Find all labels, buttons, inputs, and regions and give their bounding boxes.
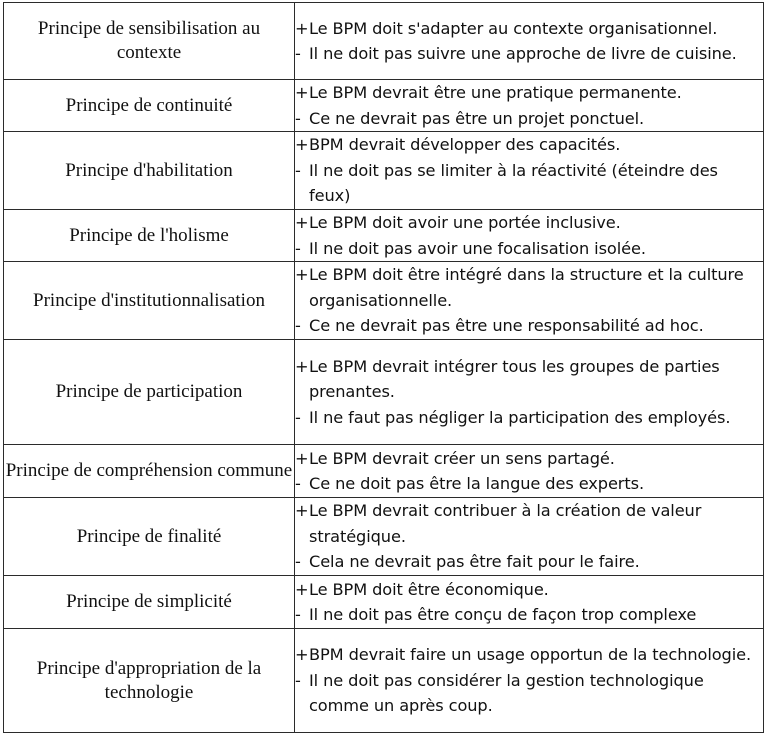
principle-description (295, 576, 764, 629)
negative-text: Il ne doit pas considérer la gestion technologique comme un après coup. (309, 670, 704, 716)
principle-name: Principe de l'holisme (4, 210, 295, 262)
minus-marker: - (295, 44, 301, 63)
positive-text: BPM devrait développer des capacités. (309, 135, 621, 155)
principle-name: Principe d'habilitation (4, 132, 295, 210)
principle-name: Principe de compréhension commune (4, 445, 295, 498)
principle-name: Principe de participation (4, 340, 295, 445)
minus-marker: - (295, 670, 301, 690)
principle-description (295, 262, 764, 340)
minus-marker: - (295, 552, 301, 572)
principle-name: Principe de simplicité (4, 576, 295, 629)
principle-name: Principe de sensibilisation au contexte (4, 3, 295, 80)
negative-statement (295, 405, 763, 431)
table-row (4, 498, 764, 576)
plus-marker: + (295, 135, 309, 155)
positive-statement (295, 80, 763, 106)
negative-statement (295, 313, 763, 339)
positive-text: Le BPM devrait créer un sens partagé. (309, 448, 615, 468)
principles-table (3, 2, 764, 733)
principle-name: Principe d'institutionnalisation (4, 262, 295, 340)
negative-statement (295, 549, 763, 575)
negative-statement (295, 236, 763, 262)
minus-marker: - (295, 605, 301, 624)
negative-text: Ce ne devrait pas être un projet ponctuel. (309, 108, 645, 128)
positive-statement (295, 446, 763, 472)
negative-text: Il ne doit pas se limiter à la réactivité (éteindre des feux) (309, 160, 718, 206)
table-row (4, 340, 764, 445)
negative-text: Il ne doit pas suivre une approche de livre de cuisine. (309, 44, 737, 63)
negative-statement (295, 602, 763, 628)
positive-text: Le BPM doit avoir une portée inclusive. (309, 213, 621, 232)
positive-text: Le BPM devrait contribuer à la création de valeur stratégique. (309, 501, 702, 546)
positive-text: Le BPM devrait intégrer tous les groupes de parties prenantes. (309, 356, 720, 402)
negative-statement (295, 668, 763, 719)
minus-marker: - (295, 474, 301, 493)
principle-description (295, 132, 764, 210)
table-row (4, 262, 764, 340)
principle-description (295, 210, 764, 262)
principle-name: Principe de finalité (4, 498, 295, 576)
principle-name: Principe de continuité (4, 80, 295, 132)
negative-statement (295, 41, 763, 67)
principle-name: Principe d'appropriation de la technologie (4, 629, 295, 733)
plus-marker: + (295, 579, 309, 599)
table-row (4, 80, 764, 132)
positive-statement (295, 642, 763, 668)
negative-statement (295, 158, 763, 209)
plus-marker: + (295, 645, 309, 665)
plus-marker: + (295, 83, 309, 102)
minus-marker: - (295, 160, 301, 180)
negative-text: Il ne doit pas être conçu de façon trop complexe (309, 605, 697, 624)
principle-description (295, 445, 764, 498)
positive-text: Le BPM devrait être une pratique permanente. (309, 83, 682, 102)
plus-marker: + (295, 448, 309, 468)
principle-description (295, 629, 764, 733)
principle-description (295, 340, 764, 445)
plus-marker: + (295, 356, 309, 376)
negative-statement (295, 471, 763, 497)
minus-marker: - (295, 108, 301, 128)
negative-text: Ce ne devrait pas être une responsabilité ad hoc. (309, 316, 704, 336)
positive-statement (295, 132, 763, 158)
table-row (4, 132, 764, 210)
principle-description (295, 80, 764, 132)
table-row (4, 576, 764, 629)
negative-text: Ce ne doit pas être la langue des experts. (309, 474, 644, 493)
positive-statement (295, 354, 763, 405)
negative-text: Il ne faut pas négliger la participation des employés. (309, 407, 731, 427)
table-row (4, 445, 764, 498)
positive-text: Le BPM doit s'adapter au contexte organisationnel. (309, 18, 718, 38)
minus-marker: - (295, 316, 301, 336)
minus-marker: - (295, 238, 301, 258)
positive-text: Le BPM doit être intégré dans la structure et la culture organisationnelle. (309, 265, 744, 310)
principle-description (295, 3, 764, 80)
table-row (4, 629, 764, 733)
positive-statement (295, 16, 763, 42)
negative-statement (295, 106, 763, 132)
positive-statement (295, 498, 763, 549)
principle-description (295, 498, 764, 576)
table-row (4, 3, 764, 80)
positive-statement (295, 262, 763, 313)
plus-marker: + (295, 265, 309, 285)
plus-marker: + (295, 501, 309, 521)
positive-statement (295, 577, 763, 603)
positive-text: BPM devrait faire un usage opportun de la technologie. (309, 645, 752, 665)
plus-marker: + (295, 213, 309, 232)
positive-text: Le BPM doit être économique. (309, 579, 549, 599)
plus-marker: + (295, 18, 309, 38)
minus-marker: - (295, 407, 301, 427)
table-row (4, 210, 764, 262)
negative-text: Il ne doit pas avoir une focalisation isolée. (309, 238, 646, 258)
positive-statement (295, 210, 763, 236)
negative-text: Cela ne devrait pas être fait pour le faire. (309, 552, 640, 572)
